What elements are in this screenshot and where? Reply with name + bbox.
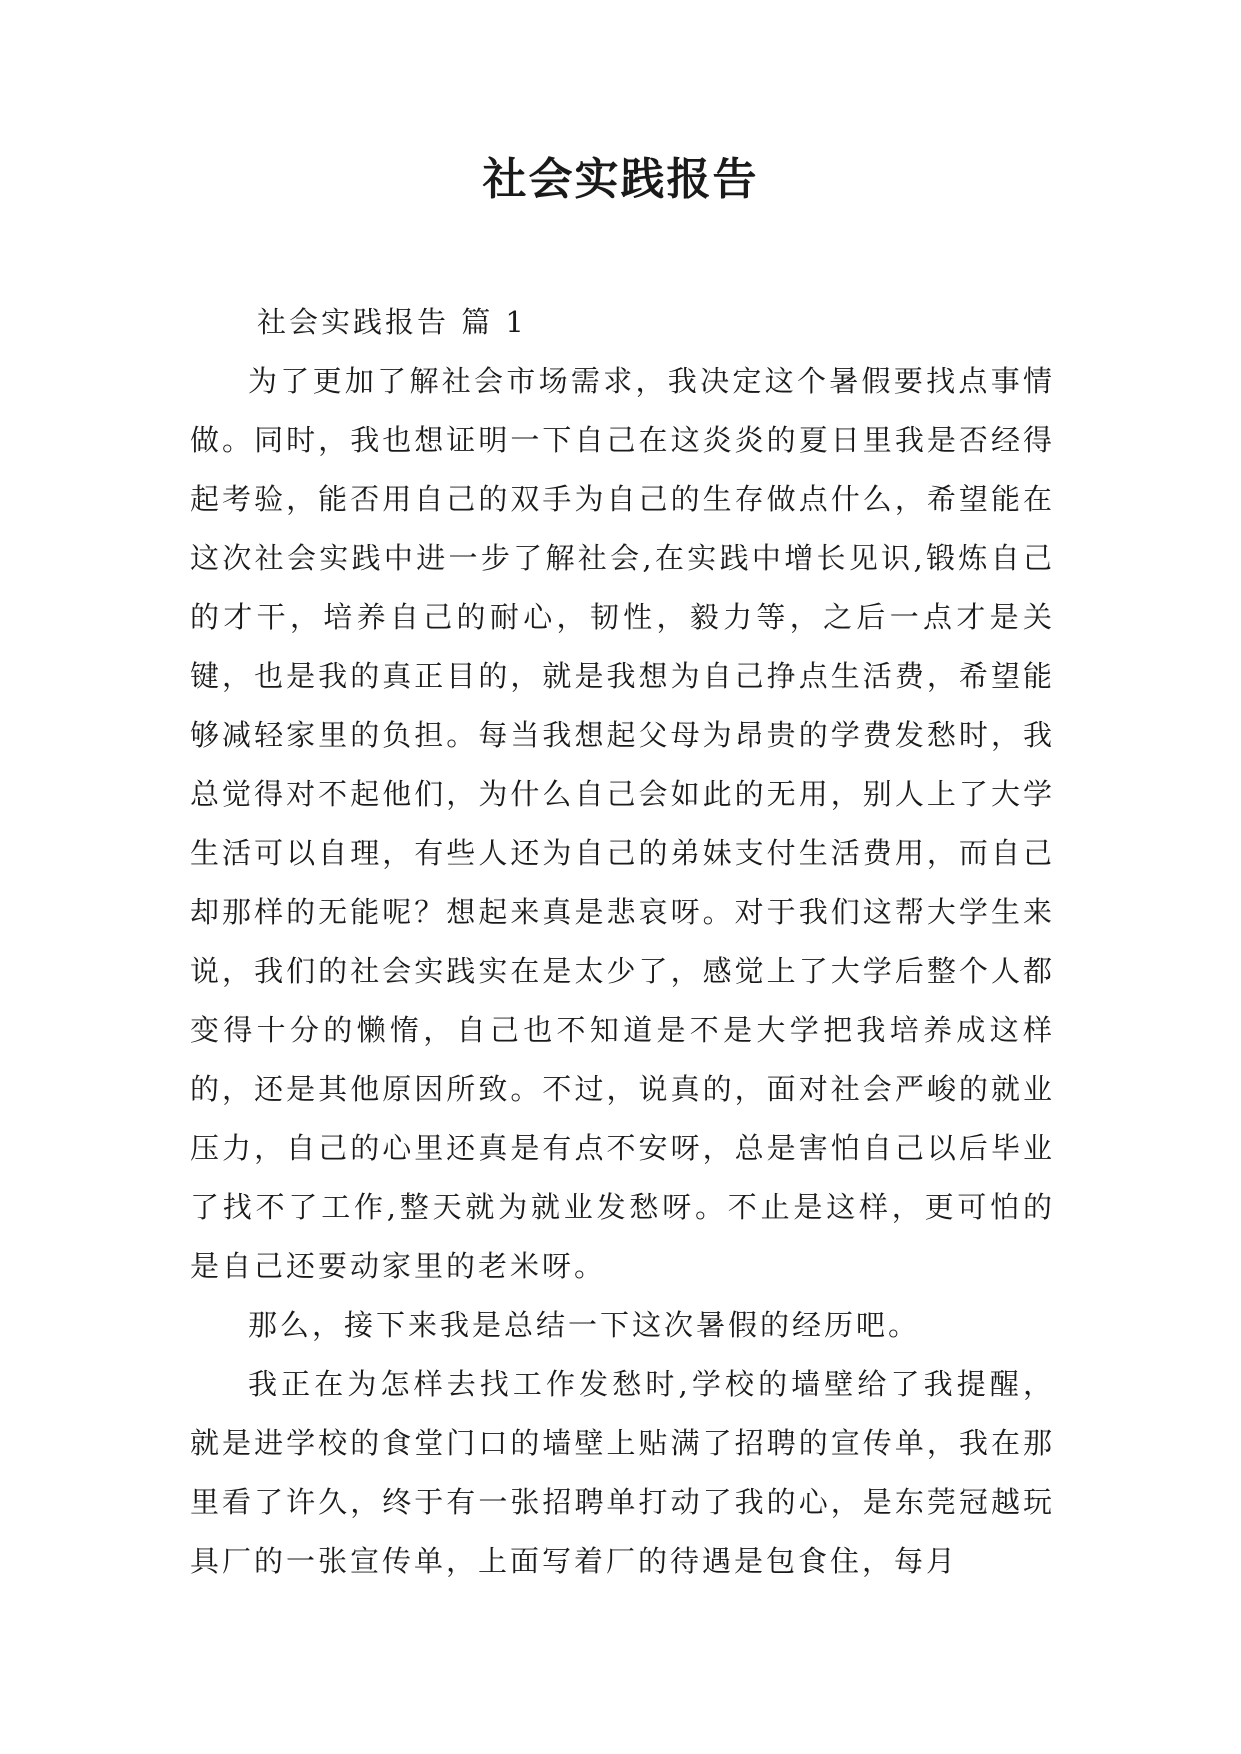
- document-title: 社会实践报告: [482, 154, 759, 205]
- paragraph-3: 我正在为怎样去找工作发愁时,学校的墙壁给了我提醒，就是进学校的食堂门口的墙壁上贴满了招聘的宣传单，我在那里看了许久，终于有一张招聘单打动了我的心，是东莞冠越玩具厂的一张宣传单，上面写着厂的待遇是包食住，每月: [190, 1367, 1055, 1578]
- section-heading: 社会实践报告 篇 1: [257, 305, 527, 339]
- paragraph-2: 那么，接下来我是总结一下这次暑假的经历吧。: [248, 1308, 921, 1342]
- paragraph-1: 为了更加了解社会市场需求，我决定这个暑假要找点事情做。同时，我也想证明一下自己在这炎炎的夏日里我是否经得起考验，能否用自己的双手为自己的生存做点什么，希望能在这次社会实践中进一步了解社会,在实践中增长见识,锻炼自己的才干，培养自己的耐心，韧性，毅力等，之后一点才是关键，也是我的真正目的，就是我想为自己挣点生活费，希望能够减轻家里的负担。每当我想起父母为昂贵的学费发愁时，我总觉得对不起他们，为什么自己会如此的无用，别人上了大学生活可以自理，有些人还为自己的弟妹支付生活费用，而自己却那样的无能呢？想起来真是悲哀呀。对于我们这帮大学生来说，我们的社会实践实在是太少了，感觉上了大学后整个人都变得十分的懒惰，自己也不知道是不是大学把我培养成这样的，还是其他原因所致。不过，说真的，面对社会严峻的就业压力，自己的心里还真是有点不安呀，总是害怕自己以后毕业了找不了工作,整天就为就业发愁呀。不止是这样，更可怕的是自己还要动家里的老米呀。: [190, 364, 1055, 1283]
- document-body: [190, 293, 1055, 1591]
